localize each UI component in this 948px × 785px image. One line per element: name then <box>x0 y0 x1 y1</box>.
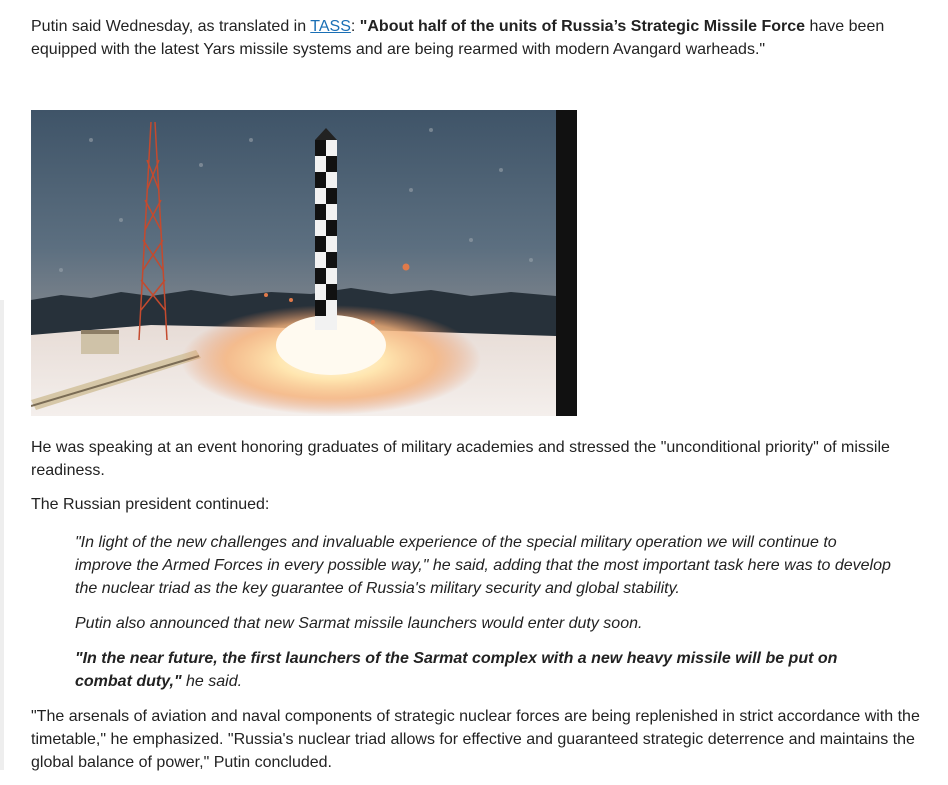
left-border-rule <box>0 300 4 770</box>
quote-3-rest: he said. <box>181 673 243 690</box>
tass-link[interactable]: TASS <box>310 18 351 35</box>
intro-rest: have been equipped with the latest Yars missile systems and are being rearmed with modern Avangard warheads." <box>31 18 885 58</box>
paragraph-speaking: He was speaking at an event honoring graduates of military academies and stressed the "unconditional priority" of missile readiness. <box>31 439 890 479</box>
quote-paragraph-3 <box>75 647 895 693</box>
paragraph-intro <box>31 15 943 61</box>
quote-block <box>75 531 895 693</box>
intro-text: Putin said Wednesday, as translated in <box>31 18 311 35</box>
quote-3-bold: "In the near future, the first launchers of the Sarmat complex with a new heavy missile will be put on combat duty," <box>75 650 838 690</box>
quote-1-italic: "In light of the new challenges and invaluable experience of the special military operation we will continue to improve the Armed Forces in every possible way," <box>75 534 837 574</box>
colon-text: : <box>350 18 360 35</box>
quote-paragraph-1 <box>75 531 895 600</box>
paragraph-conclusion: "The arsenals of aviation and naval components of strategic nuclear forces are being replenished in strict accordance with the timetable," he emphasized. "Russia's nuclear triad allows for effective and guaranteed strategic deterrence and maintains the global balance of power," Putin concluded. <box>31 708 920 771</box>
quote-1-rest: he said, adding that the most important task here was to develop the nuclear triad as the key guarantee of Russia's military security and global stability. <box>75 557 891 597</box>
bold-quote: "About half of the units of Russia’s Strategic Missile Force <box>359 18 806 35</box>
paragraph-continued: The Russian president continued: <box>31 496 270 513</box>
article-body <box>31 15 943 774</box>
missile-launch-photo <box>31 110 577 416</box>
quote-paragraph-2: Putin also announced that new Sarmat missile launchers would enter duty soon. <box>75 615 643 632</box>
